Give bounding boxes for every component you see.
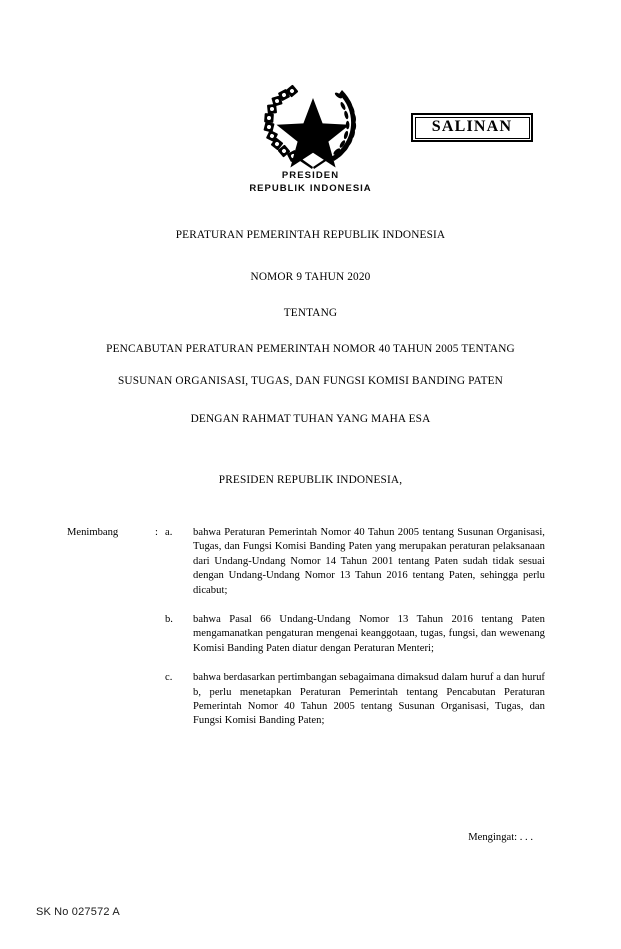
considerations-section xyxy=(0,526,621,729)
subject-line-1: PENCABUTAN PERATURAN PEMERINTAH NOMOR 40 TAHUN 2005 TENTANG xyxy=(106,343,515,355)
consideration-item-c xyxy=(0,671,621,729)
page-catchword: Mengingat: . . . xyxy=(468,832,533,843)
subject-line-2: SUSUNAN ORGANISASI, TUGAS, DAN FUNGSI KOMISI BANDING PATEN xyxy=(118,375,503,387)
document-header xyxy=(0,78,621,208)
salinan-inner-border xyxy=(415,117,530,139)
sk-serial-stamp xyxy=(36,906,120,918)
consideration-text-b: bahwa Pasal 66 Undang-Undang Nomor 13 Tahun 2016 tentang Paten mengamanatkan pengaturan mengenai keanggotaan, tugas, fungsi, dan wewenang Komisi Banding Paten diatur dengan Peraturan Menteri; xyxy=(193,614,545,654)
regulation-number: NOMOR 9 TAHUN 2020 xyxy=(250,271,371,283)
indonesia-presidential-emblem-star-icon xyxy=(258,84,368,170)
invocation-line: DENGAN RAHMAT TUHAN YANG MAHA ESA xyxy=(190,413,431,425)
issuer-line: PRESIDEN REPUBLIK INDONESIA, xyxy=(218,474,403,486)
emblem-caption xyxy=(0,170,621,195)
emblem-caption-indonesia: INDONESIA xyxy=(309,182,372,194)
consideration-letter-a: a. xyxy=(165,527,173,538)
status-badge-salinan xyxy=(411,113,533,142)
emblem-caption-republik: REPUBLIK xyxy=(249,182,306,194)
consideration-item-b xyxy=(0,613,621,656)
emblem-caption-line-1: PRESIDEN xyxy=(281,170,340,181)
consideration-letter-b: b. xyxy=(165,614,173,626)
about-keyword: TENTANG xyxy=(283,307,338,319)
emblem-caption-line-2 xyxy=(0,183,621,196)
considerations-label: Menimbang xyxy=(67,527,119,538)
document-title-block xyxy=(0,228,621,388)
salinan-label: SALINAN xyxy=(431,118,513,135)
sk-stamp-number: No 027572 A xyxy=(54,906,120,918)
page-title: PERATURAN PEMERINTAH REPUBLIK INDONESIA xyxy=(175,229,446,241)
decree-block xyxy=(0,412,621,487)
consideration-letter-c: c. xyxy=(165,672,173,684)
consideration-item-a xyxy=(0,526,621,598)
consideration-text-c: bahwa berdasarkan pertimbangan sebagaimana dimaksud dalam huruf a dan huruf b, perlu menetapkan Peraturan Pemerintah tentang Pencabutan Peraturan Pemerintah Nomor 40 Tahun 2005 tentang Susunan Organisasi, Tugas, dan Fungsi Komisi Banding Paten; xyxy=(193,672,545,727)
considerations-colon: : xyxy=(155,527,158,538)
sk-stamp-prefix: SK xyxy=(36,906,52,918)
consideration-text-a: bahwa Peraturan Pemerintah Nomor 40 Tahun 2005 tentang Susunan Organisasi, Tugas, dan Fungsi Komisi Banding Paten yang merupakan peraturan pelaksanaan dari Undang-Undang Nomor 14 Tahun 2001 tentang Paten sudah tidak sesuai dengan Undang-Undang Nomor 13 Tahun 2016 tentang Paten, sehingga perlu dicabut; xyxy=(193,527,545,596)
